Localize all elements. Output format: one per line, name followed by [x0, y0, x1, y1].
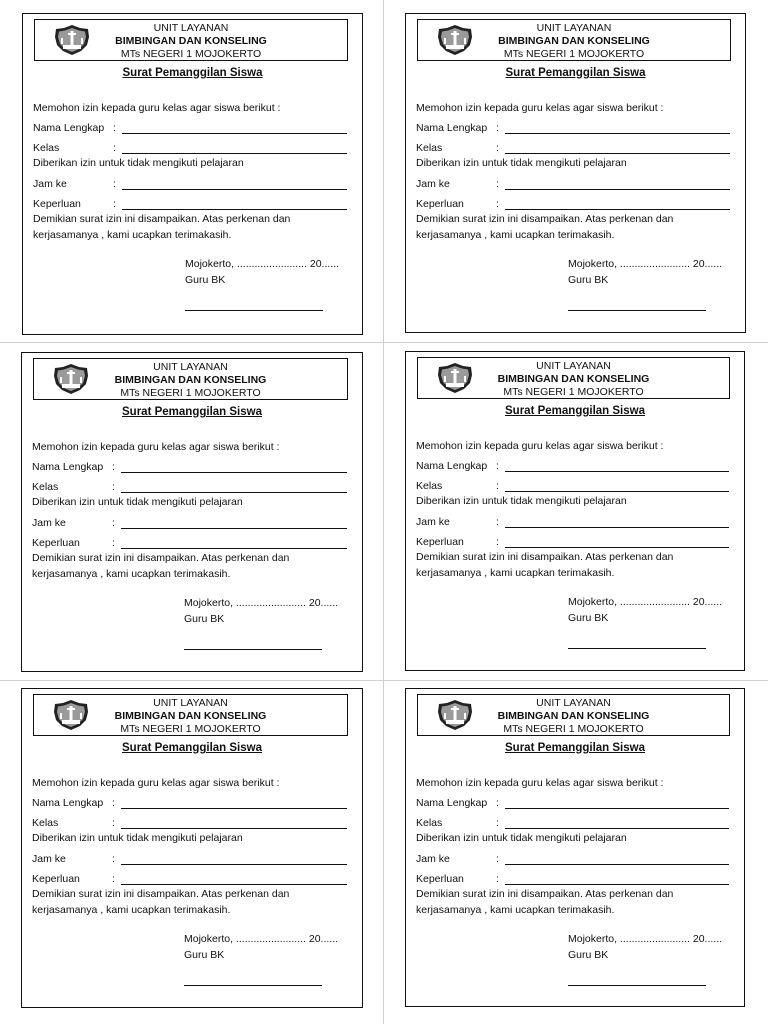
colon: : — [112, 517, 115, 529]
hour-field[interactable] — [505, 527, 729, 528]
class-label: Kelas — [32, 481, 59, 493]
hour-label: Jam ke — [33, 178, 67, 190]
place-date: Mojokerto, ........................ 20...... — [568, 258, 723, 270]
slip-title: Surat Pemanggilan Siswa — [505, 742, 645, 754]
intro-text: Memohon izin kepada guru kelas agar siswa berikut : — [32, 441, 280, 453]
name-label: Nama Lengkap — [416, 460, 488, 472]
colon: : — [496, 797, 499, 809]
summons-slip — [21, 688, 363, 1008]
purpose-field[interactable] — [121, 548, 347, 549]
hour-field[interactable] — [121, 528, 347, 529]
closing-text: Demikian surat izin ini disampaikan. Atas perkenan dan — [416, 213, 674, 225]
class-label: Kelas — [33, 142, 60, 154]
name-field[interactable] — [122, 133, 347, 134]
class-field[interactable] — [122, 153, 347, 154]
intro-text: Memohon izin kepada guru kelas agar siswa berikut : — [32, 777, 280, 789]
purpose-field[interactable] — [505, 209, 730, 210]
purpose-field[interactable] — [505, 884, 729, 885]
slip-header — [33, 358, 348, 400]
slip-header — [34, 19, 348, 61]
signer-label: Guru BK — [184, 613, 225, 625]
summons-slip — [21, 352, 363, 672]
summons-slip — [405, 351, 745, 671]
signer-label: Guru BK — [184, 949, 225, 961]
department-label: BIMBINGAN DAN KONSELING — [114, 710, 267, 722]
name-label: Nama Lengkap — [33, 122, 105, 134]
department-label: BIMBINGAN DAN KONSELING — [497, 710, 650, 722]
class-field[interactable] — [505, 153, 730, 154]
slip-header — [417, 19, 731, 61]
hour-label: Jam ke — [32, 853, 66, 865]
class-field[interactable] — [121, 828, 347, 829]
unit-label: UNIT LAYANAN — [536, 697, 611, 709]
class-field[interactable] — [505, 491, 729, 492]
purpose-field[interactable] — [122, 209, 347, 210]
hour-label: Jam ke — [416, 178, 450, 190]
closing-text: Demikian surat izin ini disampaikan. Atas perkenan dan — [416, 551, 674, 563]
colon: : — [496, 853, 499, 865]
unit-label: UNIT LAYANAN — [153, 361, 228, 373]
name-field[interactable] — [505, 133, 730, 134]
department-label: BIMBINGAN DAN KONSELING — [115, 35, 267, 47]
colon: : — [112, 461, 115, 473]
purpose-label: Keperluan — [416, 536, 464, 548]
hour-label: Jam ke — [416, 516, 450, 528]
permission-text: Diberikan izin untuk tidak mengikuti pelajaran — [32, 832, 243, 844]
permission-text: Diberikan izin untuk tidak mengikuti pelajaran — [33, 157, 244, 169]
purpose-field[interactable] — [505, 547, 729, 548]
permission-text: Diberikan izin untuk tidak mengikuti pelajaran — [32, 496, 243, 508]
slip-header — [417, 694, 730, 736]
colon: : — [496, 516, 499, 528]
school-label: MTs NEGERI 1 MOJOKERTO — [120, 723, 261, 735]
purpose-label: Keperluan — [416, 198, 464, 210]
slip-header — [33, 694, 348, 736]
class-field[interactable] — [121, 492, 347, 493]
closing-text: Demikian surat izin ini disampaikan. Atas perkenan dan — [33, 213, 291, 225]
permission-text: Diberikan izin untuk tidak mengikuti pelajaran — [416, 495, 627, 507]
purpose-label: Keperluan — [33, 198, 81, 210]
purpose-label: Keperluan — [416, 873, 464, 885]
hour-field[interactable] — [505, 189, 730, 190]
signer-label: Guru BK — [568, 274, 609, 286]
hour-label: Jam ke — [416, 853, 450, 865]
name-field[interactable] — [121, 472, 347, 473]
place-date: Mojokerto, ........................ 20...... — [184, 933, 339, 945]
closing-text: Demikian surat izin ini disampaikan. Atas perkenan dan — [32, 888, 290, 900]
closing-text: kerjasamanya , kami ucapkan terimakasih. — [33, 229, 232, 241]
signer-label: Guru BK — [185, 274, 226, 286]
unit-label: UNIT LAYANAN — [153, 697, 228, 709]
closing-text: kerjasamanya , kami ucapkan terimakasih. — [32, 568, 231, 580]
hour-field[interactable] — [505, 864, 729, 865]
intro-text: Memohon izin kepada guru kelas agar siswa berikut : — [416, 777, 664, 789]
signature-line[interactable] — [568, 310, 706, 311]
colon: : — [112, 817, 115, 829]
colon: : — [112, 853, 115, 865]
closing-text: Demikian surat izin ini disampaikan. Atas perkenan dan — [416, 888, 674, 900]
school-label: MTs NEGERI 1 MOJOKERTO — [120, 387, 261, 399]
place-date: Mojokerto, ........................ 20...... — [185, 258, 340, 270]
closing-text: kerjasamanya , kami ucapkan terimakasih. — [416, 229, 615, 241]
colon: : — [496, 536, 499, 548]
name-field[interactable] — [505, 471, 729, 472]
department-label: BIMBINGAN DAN KONSELING — [497, 373, 650, 385]
closing-text: kerjasamanya , kami ucapkan terimakasih. — [32, 904, 231, 916]
colon: : — [496, 122, 499, 134]
intro-text: Memohon izin kepada guru kelas agar siswa berikut : — [33, 102, 281, 114]
school-label: MTs NEGERI 1 MOJOKERTO — [503, 723, 644, 735]
class-label: Kelas — [416, 817, 443, 829]
summons-slip — [22, 13, 363, 335]
signature-line[interactable] — [568, 648, 706, 649]
cut-line-horizontal — [0, 342, 768, 343]
closing-text: Demikian surat izin ini disampaikan. Atas perkenan dan — [32, 552, 290, 564]
colon: : — [113, 198, 116, 210]
school-label: MTs NEGERI 1 MOJOKERTO — [120, 48, 262, 60]
signature-line[interactable] — [568, 985, 706, 986]
colon: : — [112, 873, 115, 885]
slip-title: Surat Pemanggilan Siswa — [122, 67, 263, 79]
colon: : — [112, 797, 115, 809]
place-date: Mojokerto, ........................ 20...... — [568, 596, 723, 608]
colon: : — [496, 873, 499, 885]
unit-label: UNIT LAYANAN — [536, 22, 612, 34]
class-label: Kelas — [32, 817, 59, 829]
slip-title: Surat Pemanggilan Siswa — [122, 742, 262, 754]
intro-text: Memohon izin kepada guru kelas agar siswa berikut : — [416, 440, 664, 452]
place-date: Mojokerto, ........................ 20...... — [568, 933, 723, 945]
hour-field[interactable] — [121, 864, 347, 865]
school-label: MTs NEGERI 1 MOJOKERTO — [503, 386, 644, 398]
colon: : — [113, 142, 116, 154]
signature-line[interactable] — [184, 985, 322, 986]
name-field[interactable] — [505, 808, 729, 809]
colon: : — [113, 178, 116, 190]
permission-text: Diberikan izin untuk tidak mengikuti pelajaran — [416, 157, 627, 169]
name-label: Nama Lengkap — [416, 797, 488, 809]
colon: : — [496, 460, 499, 472]
purpose-label: Keperluan — [32, 537, 80, 549]
cut-line-vertical — [383, 0, 384, 1024]
name-label: Nama Lengkap — [32, 797, 104, 809]
intro-text: Memohon izin kepada guru kelas agar siswa berikut : — [416, 102, 664, 114]
summons-slip — [405, 13, 746, 333]
colon: : — [113, 122, 116, 134]
purpose-label: Keperluan — [32, 873, 80, 885]
place-date: Mojokerto, ........................ 20...... — [184, 597, 339, 609]
colon: : — [496, 480, 499, 492]
school-label: MTs NEGERI 1 MOJOKERTO — [503, 48, 645, 60]
colon: : — [496, 178, 499, 190]
class-field[interactable] — [505, 828, 729, 829]
hour-field[interactable] — [122, 189, 347, 190]
department-label: BIMBINGAN DAN KONSELING — [114, 374, 267, 386]
signature-line[interactable] — [184, 649, 322, 650]
purpose-field[interactable] — [121, 884, 347, 885]
colon: : — [112, 481, 115, 493]
signature-line[interactable] — [185, 310, 323, 311]
closing-text: kerjasamanya , kami ucapkan terimakasih. — [416, 904, 615, 916]
class-label: Kelas — [416, 480, 443, 492]
permission-text: Diberikan izin untuk tidak mengikuti pelajaran — [416, 832, 627, 844]
class-label: Kelas — [416, 142, 443, 154]
colon: : — [496, 198, 499, 210]
summons-slip — [405, 688, 745, 1007]
name-label: Nama Lengkap — [416, 122, 488, 134]
signer-label: Guru BK — [568, 949, 609, 961]
slip-title: Surat Pemanggilan Siswa — [122, 406, 262, 418]
unit-label: UNIT LAYANAN — [536, 360, 611, 372]
colon: : — [112, 537, 115, 549]
colon: : — [496, 817, 499, 829]
signer-label: Guru BK — [568, 612, 609, 624]
unit-label: UNIT LAYANAN — [153, 22, 229, 34]
name-label: Nama Lengkap — [32, 461, 104, 473]
slip-header — [417, 357, 730, 399]
cut-line-horizontal — [0, 680, 768, 681]
slip-title: Surat Pemanggilan Siswa — [505, 405, 645, 417]
colon: : — [496, 142, 499, 154]
department-label: BIMBINGAN DAN KONSELING — [498, 35, 650, 47]
hour-label: Jam ke — [32, 517, 66, 529]
closing-text: kerjasamanya , kami ucapkan terimakasih. — [416, 567, 615, 579]
name-field[interactable] — [121, 808, 347, 809]
slip-title: Surat Pemanggilan Siswa — [505, 67, 646, 79]
